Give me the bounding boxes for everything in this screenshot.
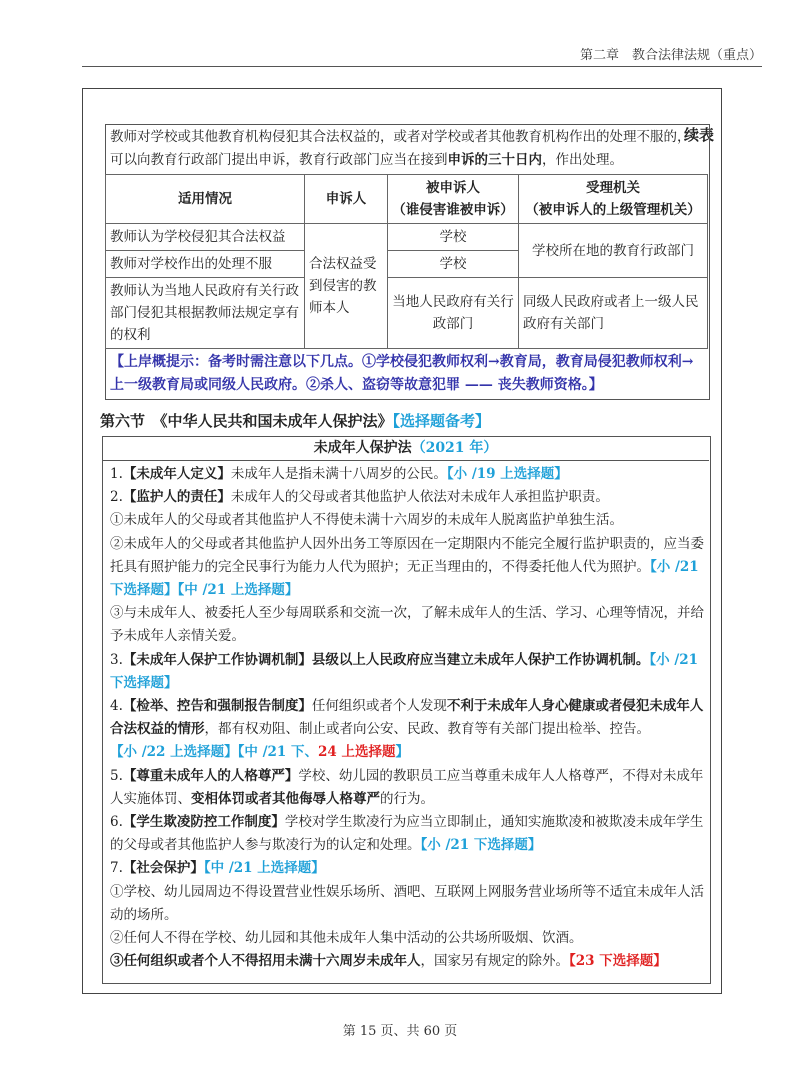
case-cell: 教师认为当地人民政府有关行政部门侵犯其根据教师法规定享有的权利 [106,278,305,349]
law-title: 未成年人保护法（2021 年） [102,436,709,461]
table-row [106,278,708,349]
section-heading [100,410,490,431]
appeal-table [105,174,708,349]
col-header-respondent: 被申诉人 （谁侵害谁被申诉） [388,175,519,224]
table-row [106,224,708,251]
col-header-case: 适用情况 [106,175,305,224]
law-subitem: ②未成年人的父母或者其他监护人因外出务工等原因在一定期限内不能完全履行监护职责的，应当委托具有照护能力的完全民事行为能力人代为照护；无正当理由的，不得委托他人代为照护。【小 /21 下选择题】【中 /21 上选择题】 [110,535,704,599]
authority-cell: 同级人民政府或者上一级人民政府有关部门 [519,278,708,349]
case-cell: 教师认为学校侵犯其合法权益 [106,224,305,251]
law-subitem: ③任何组织或者个人不得招用未满十六周岁未成年人，国家另有规定的除外。【23 下选择题】 [110,953,667,970]
law-item: 3.【未成年人保护工作协调机制】县级以上人民政府应当建立未成年人保护工作协调机制。【小 /21 下选择题】 [110,651,699,691]
exam-tip: 【上岸概提示：备考时需注意以下几点。①学校侵犯教师权利→教育局，教育局侵犯教师权利→上一级教育局或同级人民政府。②杀人、盗窃等故意犯罪 —— 丧失教师资格。】 [110,354,694,393]
col-header-authority: 受理机关 （被申诉人的上级管理机关） [519,175,708,224]
law-item: 2.【监护人的责任】未成年人的父母或者其他监护人依法对未成年人承担监护职责。 [110,489,609,506]
header-divider [82,66,762,67]
respondent-cell: 学校 [388,224,519,251]
respondent-cell: 学校 [388,251,519,278]
respondent-cell: 当地人民政府有关行政部门 [388,278,519,349]
intro-text: 教师对学校或其他教育机构侵犯其合法权益的，或者对学校或者其他教育机构作出的处理不服的，可以向教育行政部门提出申诉，教育行政部门应当在接到 [110,129,691,168]
section-tag: 【选择题备考】 [392,412,491,430]
law-tags: 【小 /22 上选择题】【中 /21 下、24 上选择题】 [110,744,409,761]
law-item: 5.【尊重未成年人的人格尊严】学校、幼儿园的教职员工应当尊重未成年人人格尊严，不得对未成年人实施体罚、变相体罚或者其他侮辱人格尊严的行为。 [110,767,704,807]
authority-cell: 学校所在地的教育行政部门 [519,224,708,278]
law-subitem: ③与未成年人、被委托人至少每周联系和交流一次，了解未成年人的生活、学习、心理等情况，并给予未成年人亲情关爱。 [110,605,704,645]
chapter-header: 第二章 教合法律法规（重点） [579,48,762,63]
page-number: 第 15 页、共 60 页 [342,1024,458,1039]
law-year: （2021 年） [411,440,498,456]
appellant-cell: 合法权益受到侵害的教师本人 [305,224,388,349]
law-item: 7.【社会保护】【中 /21 上选择题】 [110,860,325,877]
law-subitem: ①学校、幼儿园周边不得设置营业性娱乐场所、酒吧、互联网上网服务营业场所等不适宜未成年人活动的场所。 [110,883,704,923]
section-title: 第六节 《中华人民共和国未成年人保护法》 [100,412,393,430]
intro-end: ，作出处理。 [542,152,623,168]
law-subitem: ②任何人不得在学校、幼儿园和其他未成年人集中活动的公共场所吸烟、饮酒。 [110,930,583,947]
law-subitem: ①未成年人的父母或者其他监护人不得使未满十六周岁的未成年人脱离监护单独生活。 [110,512,623,529]
continued-label: 续表 [683,126,714,144]
col-header-appellant: 申诉人 [305,175,388,224]
intro-bold: 申诉的三十日内 [447,152,542,168]
law-item: 1.【未成年人定义】未成年人是指未满十八周岁的公民。【小 /19 上选择题】 [110,466,568,482]
case-cell: 教师对学校作出的处理不服 [106,251,305,278]
law-item: 6.【学生欺凌防控工作制度】学校对学生欺凌行为应当立即制止，通知实施欺凌和被欺凌未成年学生的父母或者其他监护人参与欺凌行为的认定和处理。【小 /21 下选择题】 [110,814,704,854]
appeal-intro [110,126,700,172]
table-header-row [106,175,708,224]
law-content [110,463,706,973]
law-item: 4.【检举、控告和强制报告制度】任何组织或者个人发现不利于未成年人身心健康或者侵犯未成年人合法权益的情形，都有权劝阻、制止或者向公安、民政、教育等有关部门提出检举、控告。 [110,698,704,738]
